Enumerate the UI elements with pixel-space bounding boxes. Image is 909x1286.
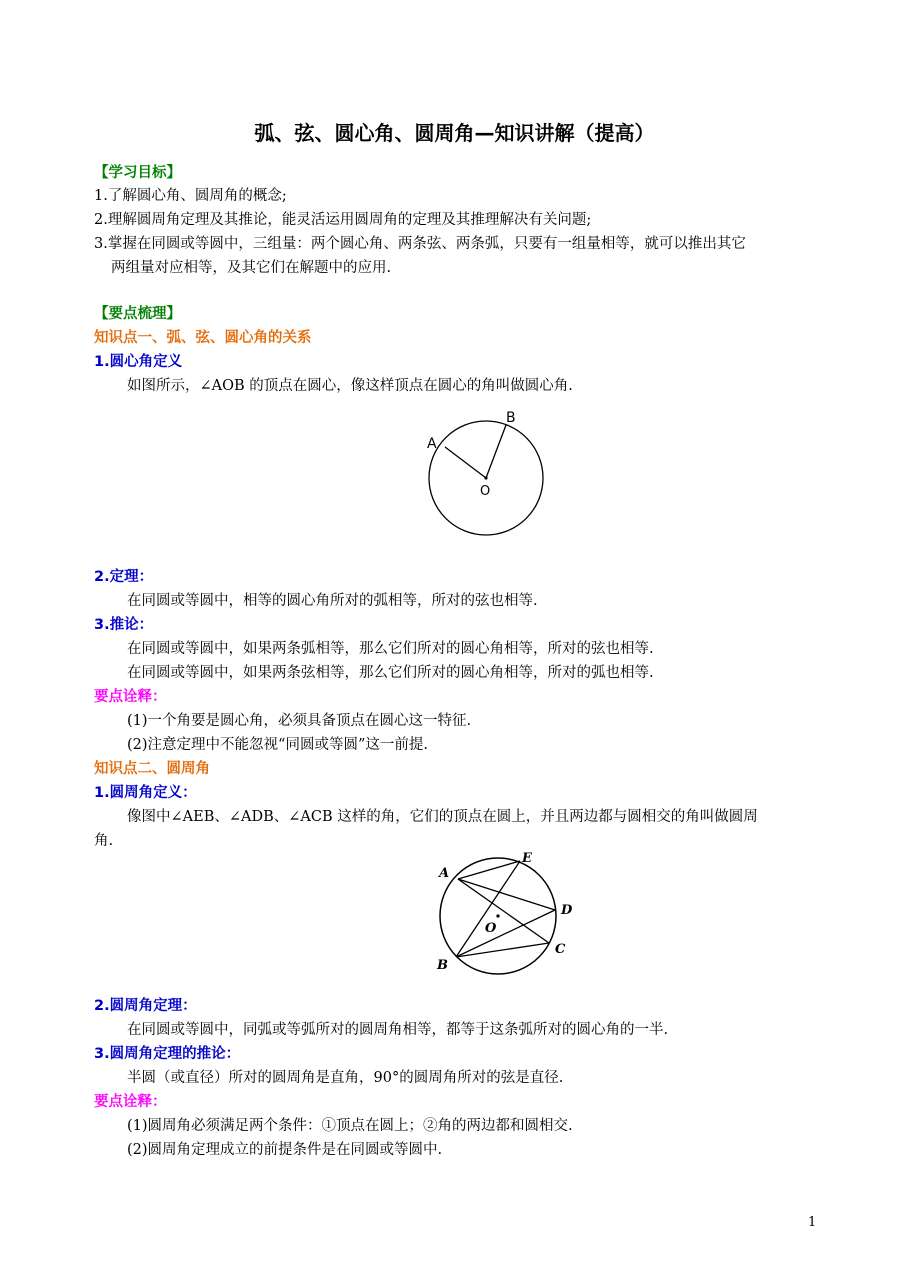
label-b: B <box>506 410 516 426</box>
label-b: B <box>437 958 448 973</box>
inscribed-angle-figure <box>430 850 580 980</box>
goal-item-3: 3.掌握在同圆或等圆中，三组量：两个圆心角、两条弦、两条弧，只要有一组量相等，就可以推出其它 <box>94 236 746 252</box>
summary-heading: 【要点梳理】 <box>94 306 181 322</box>
label-e: E <box>522 851 532 866</box>
central-angle-definition-title: 1.圆心角定义 <box>94 354 183 370</box>
central-angle-figure <box>420 405 554 540</box>
goals-heading: 【学习目标】 <box>94 165 181 181</box>
goal-item-3-continued: 两组量对应相等，及其它们在解题中的应用. <box>111 260 392 276</box>
theorem-text: 在同圆或等圆中，相等的圆心角所对的弧相等，所对的弦也相等. <box>127 593 538 609</box>
inscribed-angle-definition-title: 1.圆周角定义： <box>94 785 197 801</box>
note-1-2: (2)注意定理中不能忽视“同圆或等圆”这一前提. <box>127 737 428 753</box>
note-2-2: (2)圆周角定理成立的前提条件是在同圆或等圆中. <box>127 1142 443 1158</box>
theorem-title: 2.定理： <box>94 569 154 585</box>
goal-item-1: 1.了解圆心角、圆周角的概念; <box>94 188 287 204</box>
notes-title-1: 要点诠释： <box>94 689 167 705</box>
goal-item-2: 2.理解圆周角定理及其推论，能灵活运用圆周角的定理及其推理解决有关问题; <box>94 212 592 228</box>
note-1-1: (1)一个角要是圆心角，必须具备顶点在圆心这一特征. <box>127 713 472 729</box>
label-a: A <box>427 436 437 452</box>
note-2-1: (1)圆周角必须满足两个条件：①顶点在圆上；②角的两边都和圆相交. <box>127 1118 573 1134</box>
document-title: 弧、弦、圆心角、圆周角—知识讲解（提高） <box>254 121 655 145</box>
inscribed-angle-corollary-title: 3.圆周角定理的推论： <box>94 1046 241 1062</box>
corollary-title: 3.推论： <box>94 617 154 633</box>
label-a: A <box>439 866 450 881</box>
knowledge-point-1-heading: 知识点一、弧、弦、圆心角的关系 <box>94 330 312 346</box>
inscribed-angle-definition-text: 像图中∠AEB、∠ADB、∠ACB 这样的角，它们的顶点在圆上，并且两边都与圆相交的角叫做圆周 <box>127 809 758 825</box>
label-d: D <box>561 903 573 918</box>
knowledge-point-2-heading: 知识点二、圆周角 <box>94 761 210 777</box>
notes-title-2: 要点诠释： <box>94 1094 167 1110</box>
corollary-text-1: 在同圆或等圆中，如果两条弧相等，那么它们所对的圆心角相等，所对的弦也相等. <box>127 641 654 657</box>
corollary-text-2: 在同圆或等圆中，如果两条弦相等，那么它们所对的圆心角相等，所对的弧也相等. <box>127 665 654 681</box>
inscribed-angle-theorem-title: 2.圆周角定理： <box>94 998 197 1014</box>
central-angle-definition-text: 如图所示，∠AOB 的顶点在圆心，像这样顶点在圆心的角叫做圆心角. <box>127 378 573 394</box>
label-c: C <box>555 942 566 957</box>
inscribed-angle-corollary-text: 半圆（或直径）所对的圆周角是直角，90°的圆周角所对的弦是直径. <box>127 1070 564 1086</box>
inscribed-angle-definition-text-continued: 角. <box>94 833 114 849</box>
page-number: 1 <box>808 1215 817 1230</box>
inscribed-angle-theorem-text: 在同圆或等圆中，同弧或等弧所对的圆周角相等，都等于这条弧所对的圆心角的一半. <box>127 1022 669 1038</box>
label-o: O <box>485 921 497 936</box>
label-o: O <box>480 484 491 499</box>
